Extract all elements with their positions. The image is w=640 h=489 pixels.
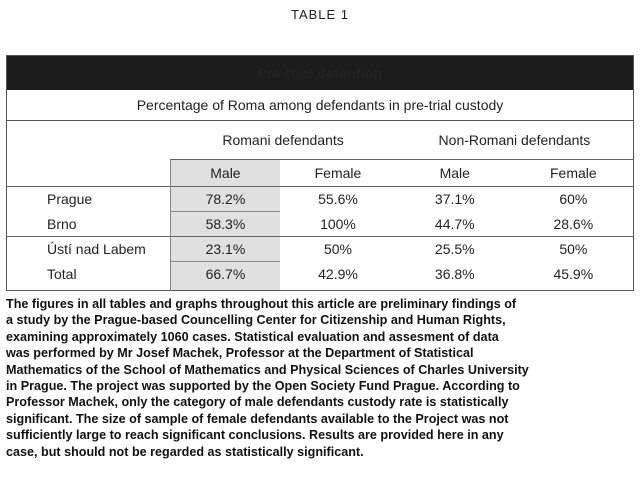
cell-romani-female: 100% bbox=[320, 215, 356, 232]
row-city: Ústí nad Labem bbox=[7, 237, 171, 262]
cell-non-romani-female: 50% bbox=[514, 237, 634, 262]
row-city: Prague bbox=[7, 187, 171, 212]
group-header-spacer bbox=[7, 121, 171, 160]
footnote-line: case, but should not be regarded as statistically significant. bbox=[6, 444, 364, 459]
cell-romani-female: 50% bbox=[280, 237, 396, 262]
footnote-line: was performed by Mr Josef Machek, Professor at the Department of Statistical bbox=[6, 346, 474, 361]
cell-romani-male: 78.2% bbox=[170, 187, 280, 212]
footnote-line: The figures in all tables and graphs throughout this article are preliminary findings of bbox=[6, 297, 517, 311]
footnote-line: examining approximately 1060 cases. Statistical evaluation and assesment of data bbox=[6, 329, 499, 344]
table-title: Pre-trial detention bbox=[7, 56, 634, 91]
column-header-romani-female: Female bbox=[280, 160, 396, 187]
table-number-label: TABLE 1 bbox=[290, 7, 350, 22]
cell-non-romani-male: 44.7% bbox=[434, 215, 475, 232]
cell-non-romani-male: 25.5% bbox=[396, 237, 514, 262]
footnote-line: Professor Machek, only the category of male defendants custody rate is statistically bbox=[6, 395, 509, 410]
table-row bbox=[7, 212, 634, 237]
footnote-line: Mathematics of the School of Mathematics and Physical Sciences of Charles University bbox=[6, 362, 529, 377]
table-row bbox=[7, 262, 634, 291]
group-header-romani: Romani defendants bbox=[170, 121, 396, 160]
pretrial-detention-table-container bbox=[6, 55, 634, 291]
cell-non-romani-female: 45.9% bbox=[553, 265, 594, 282]
column-header-non-romani-female: Female bbox=[514, 160, 634, 187]
cell-romani-male: 66.7% bbox=[170, 262, 280, 291]
cell-romani-male: 23.1% bbox=[170, 237, 280, 262]
cell-romani-male: 58.3% bbox=[170, 212, 280, 237]
group-header-non-romani: Non-Romani defendants bbox=[396, 121, 634, 160]
cell-romani-female: 55.6% bbox=[280, 187, 396, 212]
cell-non-romani-female: 60% bbox=[514, 187, 634, 212]
column-header-non-romani-male: Male bbox=[396, 160, 514, 187]
footnote-line: sufficiently large to reach significant conclusions. Results are provided here in any bbox=[6, 428, 504, 443]
table-subtitle: Percentage of Roma among defendants in pre-trial custody bbox=[7, 90, 634, 121]
cell-non-romani-female: 28.6% bbox=[553, 215, 594, 232]
cell-romani-female: 42.9% bbox=[318, 265, 358, 282]
footnote-line: in Prague. The project was supported by the Open Society Fund Prague. According to bbox=[6, 379, 520, 394]
table-row bbox=[7, 237, 634, 262]
row-city: Total bbox=[47, 265, 77, 282]
column-header-spacer bbox=[7, 160, 171, 187]
cell-non-romani-male: 37.1% bbox=[396, 187, 514, 212]
footnote-line: significant. The size of sample of female defendants available to the Project was not bbox=[6, 411, 509, 426]
pretrial-detention-table bbox=[6, 55, 634, 291]
row-city: Brno bbox=[47, 215, 77, 232]
table-row bbox=[7, 187, 634, 212]
column-header-romani-male: Male bbox=[170, 160, 280, 187]
footnote-line: a study by the Prague-based Councelling Center for Citizenship and Human Rights, bbox=[6, 313, 506, 328]
table-footnote bbox=[6, 296, 636, 460]
cell-non-romani-male: 36.8% bbox=[434, 265, 475, 282]
